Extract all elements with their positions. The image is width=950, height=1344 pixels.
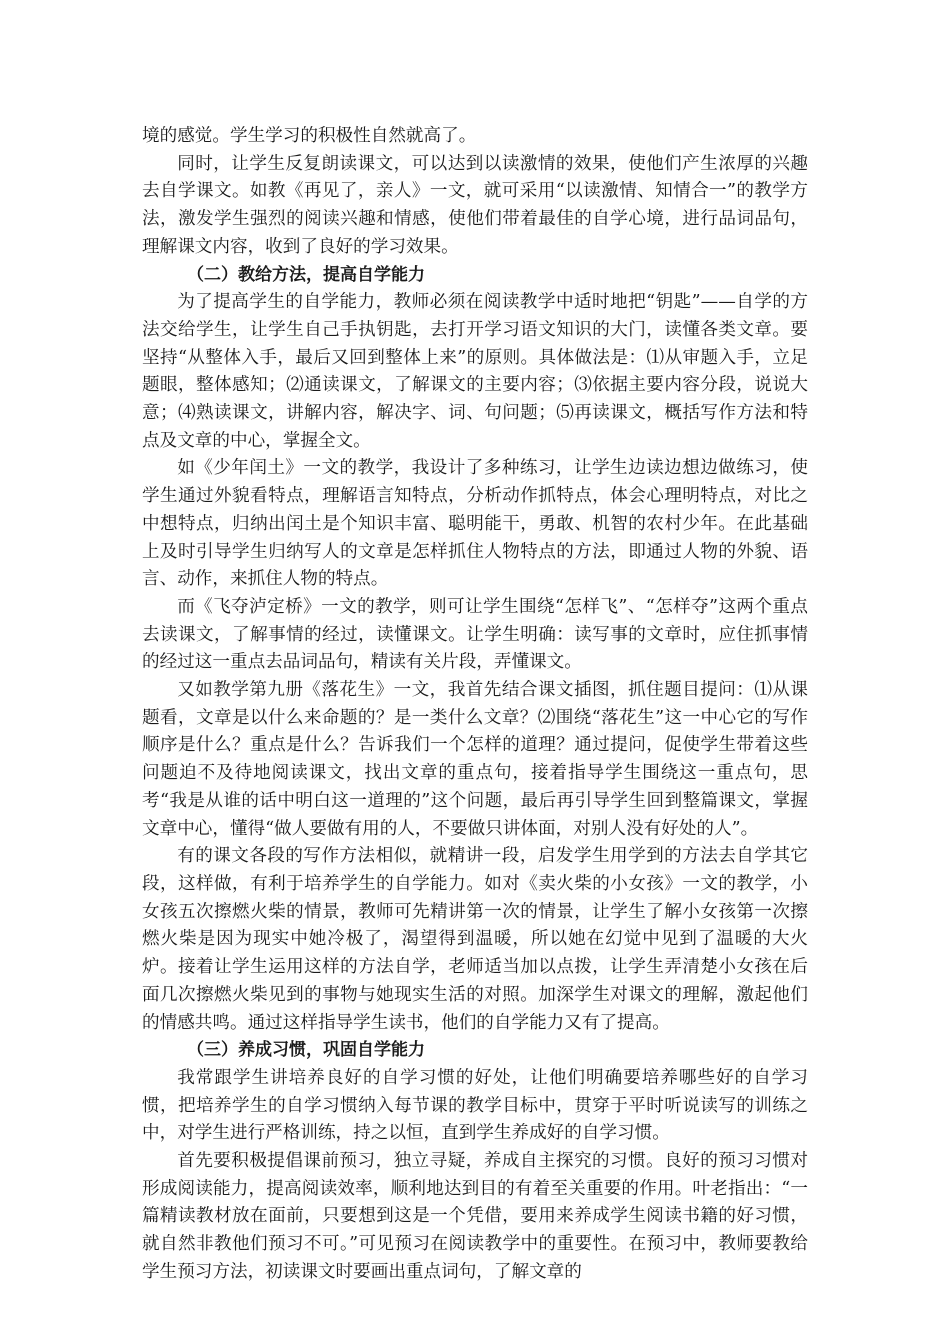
paragraph: 同时，让学生反复朗读课文，可以达到以读激情的效果，使他们产生浓厚的兴趣去自学课文。如教《再见了，亲人》一文，就可采用“以读激情、知情合一”的教学方法，激发学生强烈的阅读兴趣和情感，使他们带着最佳的自学心境，进行品词品句，理解课文内容，收到了良好的学习效果。 bbox=[142, 153, 808, 257]
paragraph: 首先要积极提倡课前预习，独立寻疑，养成自主探究的习惯。良好的预习习惯对形成阅读能力，提高阅读效率，顺利地达到目的有着至关重要的作用。叶老指出：“一篇精读教材放在面前，只要想到这是一个凭借，要用来养成学生阅读书籍的好习惯，就自然非教他们预习不可。”可见预习在阅读教学中的重要性。在预习中，教师要教给学生预习方法，初读课文时要画出重点词句，了解文章的 bbox=[142, 1151, 808, 1282]
paragraph: 如《少年闰土》一文的教学，我设计了多种练习，让学生边读边想边做练习，使学生通过外貌看特点，理解语言知特点，分析动作抓特点，体会心理明特点，对比之中想特点，归纳出闰土是个知识丰富、聪明能干，勇敢、机智的农村少年。在此基础上及时引导学生归纳写人的文章是怎样抓住人物特点的方法，即通过人物的外貌、语言、动作，来抓住人物的特点。 bbox=[142, 458, 808, 590]
document-page bbox=[142, 123, 808, 1287]
paragraph: 而《飞夺泸定桥》一文的教学，则可让学生围绕“怎样飞”、“怎样夺”这两个重点去读课文，了解事情的经过，读懂课文。让学生明确：读写事的文章时，应住抓事情的经过这一重点去品词品句，精读有关片段，弄懂课文。 bbox=[142, 596, 808, 673]
paragraph-continuation: 境的感觉。学生学习的积极性自然就高了。 bbox=[142, 126, 477, 146]
paragraph: 有的课文各段的写作方法相似，就精讲一段，启发学生用学到的方法去自学其它段，这样做，有利于培养学生的自学能力。如对《卖火柴的小女孩》一文的教学，小女孩五次擦燃火柴的情景，教师可先精讲第一次的情景，让学生了解小女孩第一次擦燃火柴是因为现实中她冷极了，渴望得到温暖，所以她在幻觉中见到了温暖的大火炉。接着让学生运用这样的方法自学，老师适当加以点拨，让学生弄清楚小女孩在后面几次擦燃火柴见到的事物与她现实生活的对照。加深学生对课文的理解，激起他们的情感共鸣。通过这样指导学生读书，他们的自学能力又有了提高。 bbox=[142, 846, 808, 1033]
section-heading: （三）养成习惯，巩固自学能力 bbox=[187, 1040, 425, 1061]
paragraph: 我常跟学生讲培养良好的自学习惯的好处，让他们明确要培养哪些好的自学习惯，把培养学生的自学习惯纳入每节课的教学目标中，贯穿于平时听说读写的训练之中，对学生进行严格训练，持之以恒，直到学生养成好的自学习惯。 bbox=[142, 1067, 808, 1144]
paragraph: 又如教学第九册《落花生》一文，我首先结合课文插图，抓住题目提问：⑴从课题看，文章是以什么来命题的？是一类什么文章？⑵围绕“落花生”这一中心它的写作顺序是什么？重点是什么？告诉我们一个怎样的道理？通过提问，促使学生带着这些问题迫不及待地阅读课文，找出文章的重点句，接着指导学生围绕这一重点句，思考“我是从谁的话中明白这一道理的”这个问题，最后再引导学生回到整篇课文，掌握文章中心，懂得“做人要做有用的人，不要做只讲体面，对别人没有好处的人”。 bbox=[142, 680, 808, 839]
section-heading: （二）教给方法，提高自学能力 bbox=[187, 264, 425, 285]
paragraph: 为了提高学生的自学能力，教师必须在阅读教学中适时地把“钥匙”——自学的方法交给学生，让学生自己手执钥匙，去打开学习语文知识的大门，读懂各类文章。要坚持“从整体入手，最后又回到整体上来”的原则。具体做法是：⑴从审题入手，立足题眼，整体感知；⑵通读课文，了解课文的主要内容；⑶依据主要内容分段，说说大意；⑷熟读课文，讲解内容，解决字、词、句问题；⑸再读课文，概括写作方法和特点及文章的中心，掌握全文。 bbox=[142, 292, 808, 451]
